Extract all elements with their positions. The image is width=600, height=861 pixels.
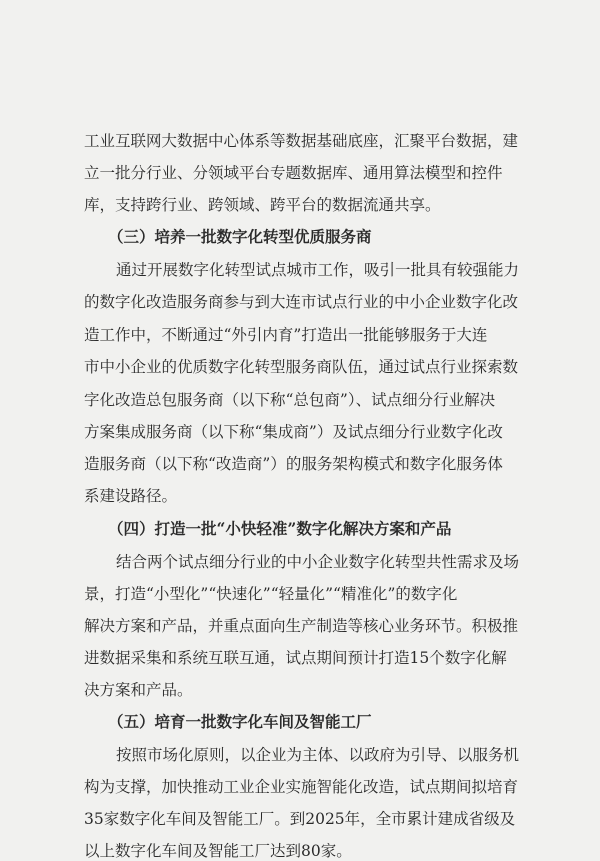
document-page: 工业互联网大数据中心体系等数据基础底座，汇聚平台数据，建 立一批分行业、分领域平台专题数据库、通用算法模型和控件 库，支持跨行业、跨领域、跨平台的数据流通共享。 （三）培养一批数字化转型优质服务商 通过开展数字化转型试点城市工作，吸引一批具有较强能力 的数字化改造服务商参与到大连市试点行业的中小企业数字化改 造工作中，不断通过“外引内育”打造出一批能够服务于大连 市中小企业的优质数字化转型服务商队伍，通过试点行业探索数 字化改造总包服务商（以下称“总包商”）、试点细分行业解决 方案集成服务商（以下称“集成商”）及试点细分行业数字化改 造服务商（以下称“改造商”）的服务架构模式和数字化服务体 系建设路径。 （四）打造一批“小快轻准”数字化解决方案和产品 结合两个试点细分行业的中小企业数字化转型共性需求及场 景，打造“小型化”“快速化”“轻量化”“精准化”的数字化 解决方案和产品，并重点面向生产制造等核心业务环节。积极推 进数据采集和系统互联互通，试点期间预计打造15个数字化解 决方案和产品。 （五）培育一批数字化车间及智能工厂 按照市场化原则，以企业为主体、以政府为引导、以服务机 构为支撑，加快推动工业企业实施智能化改造，试点期间拟培育 35家数字化车间及智能工厂。到2025年，全市累计建成省级及 以上数字化车间及智能工厂达到80家。 (84, 132, 520, 860)
